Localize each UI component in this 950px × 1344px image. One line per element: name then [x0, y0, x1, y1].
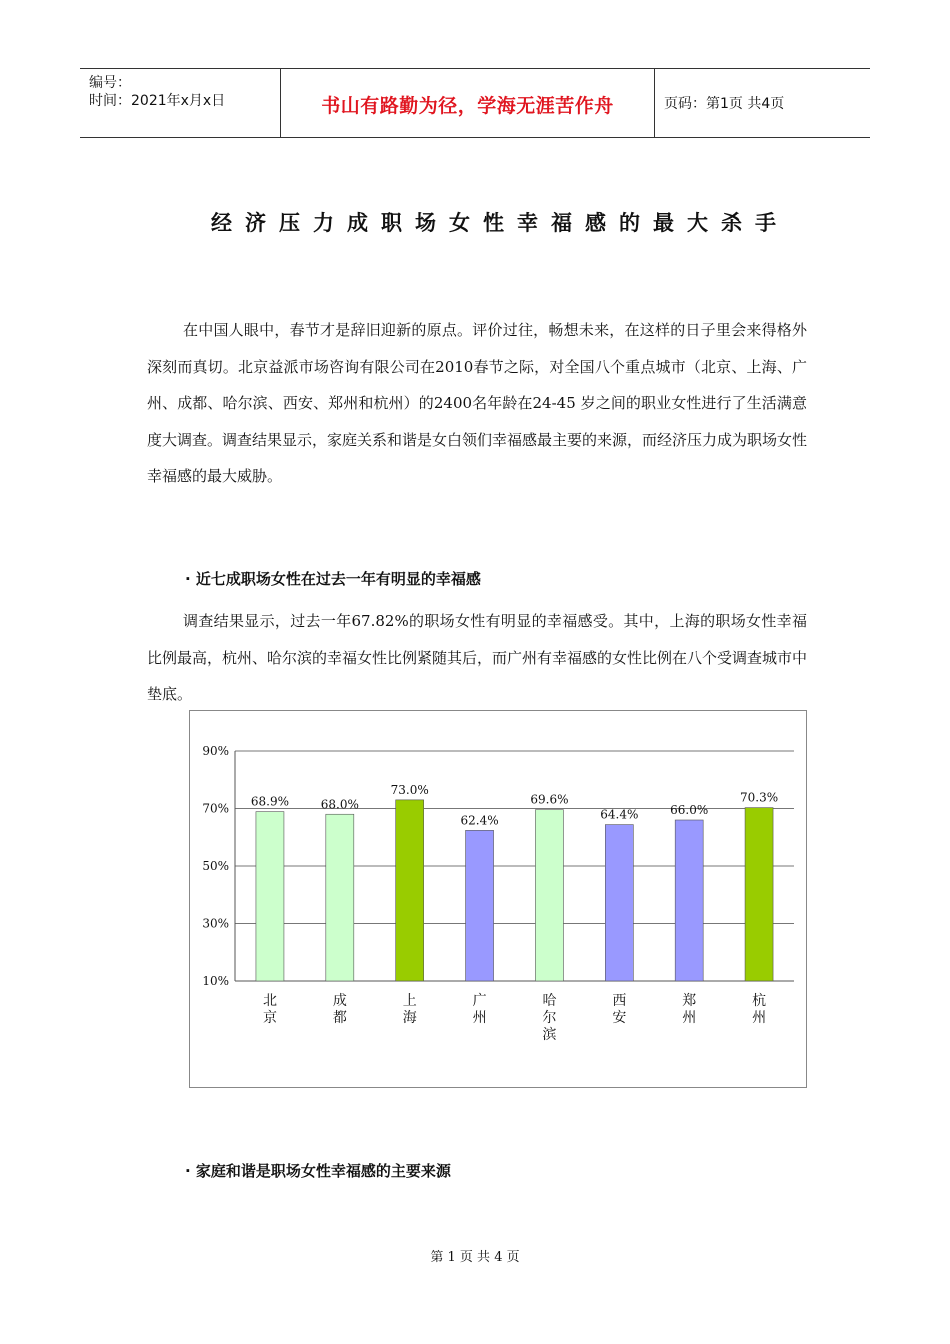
number-label: 编号：	[89, 75, 131, 91]
x-tick-label: 北	[262, 993, 277, 1009]
data-label: 69.6%	[530, 792, 569, 807]
bar	[745, 808, 773, 981]
bar	[326, 814, 354, 981]
x-tick-label: 都	[332, 1010, 347, 1026]
data-label: 62.4%	[460, 813, 499, 828]
x-tick-label: 州	[752, 1010, 767, 1026]
motto-text: 书山有路勤为径，学海无涯苦作舟	[321, 95, 614, 117]
y-tick-label: 50%	[202, 859, 229, 873]
y-tick-label: 30%	[202, 916, 229, 931]
date-label: 时间：2021年x月x日	[89, 93, 226, 109]
bar	[535, 810, 563, 981]
data-label: 68.0%	[320, 797, 359, 812]
x-tick-label: 尔	[542, 1010, 557, 1026]
y-tick-label: 70%	[202, 801, 229, 816]
results-paragraph: 调查结果显示，过去一年67.82%的职场女性有明显的幸福感受。其中，上海的职场女性幸福比例最高，杭州、哈尔滨的幸福女性比例紧随其后，而广州有幸福感的女性比例在八个受调查城市中垫底。	[147, 612, 808, 704]
bar	[675, 820, 703, 981]
x-tick-label: 哈	[542, 993, 557, 1009]
x-tick-label: 州	[682, 1010, 697, 1026]
data-label: 70.3%	[740, 790, 779, 805]
x-tick-label: 广	[472, 993, 487, 1009]
page-info: 页码：第1页 共4页	[664, 96, 785, 112]
section-heading-happiness: · 近七成职场女性在过去一年有明显的幸福感	[185, 570, 481, 588]
data-label: 73.0%	[390, 782, 429, 797]
page-footer: 第 1 页 共 4 页	[430, 1250, 520, 1265]
bar	[256, 812, 284, 981]
bar-chart	[189, 710, 807, 1088]
data-label: 68.9%	[250, 794, 289, 809]
x-tick-label: 安	[612, 1010, 627, 1026]
data-label: 66.0%	[670, 803, 709, 817]
x-tick-label: 西	[612, 993, 627, 1009]
bar	[396, 800, 424, 981]
y-tick-label: 90%	[202, 744, 229, 758]
x-tick-label: 郑	[682, 993, 697, 1009]
header-motto-cell	[280, 69, 655, 137]
intro-paragraph: 在中国人眼中，春节才是辞旧迎新的原点。评价过往，畅想未来，在这样的日子里会来得格外深刻而真切。北京益派市场咨询有限公司在2010春节之际，对全国八个重点城市（北京、上海、广州、成都、哈尔滨、西安、郑州和杭州）的2400名年龄在24-45 岁之间的职业女性进行了生活满意度大调查。调查结果显示，家庭关系和谐是女白领们幸福感最主要的来源，而经济压力成为职场女性幸福感的最大威胁。	[147, 321, 808, 486]
bar	[466, 830, 494, 981]
y-tick-label: 10%	[202, 974, 229, 988]
x-tick-label: 杭	[752, 993, 767, 1009]
bar	[605, 825, 633, 981]
x-tick-label: 滨	[542, 1027, 557, 1043]
section-heading-family: · 家庭和谐是职场女性幸福感的主要来源	[185, 1162, 451, 1180]
header-table	[80, 68, 870, 138]
x-tick-label: 京	[262, 1010, 277, 1026]
x-tick-label: 上	[402, 993, 417, 1009]
x-tick-label: 海	[402, 1010, 417, 1026]
x-tick-label: 州	[472, 1010, 487, 1026]
page-title: 经济压力成职场女性幸福感的最大杀手	[211, 210, 789, 235]
x-tick-label: 成	[332, 993, 347, 1009]
data-label: 64.4%	[600, 807, 639, 822]
header-page-cell	[654, 69, 870, 137]
chart-svg	[190, 711, 806, 1087]
header-info-cell	[80, 69, 280, 137]
